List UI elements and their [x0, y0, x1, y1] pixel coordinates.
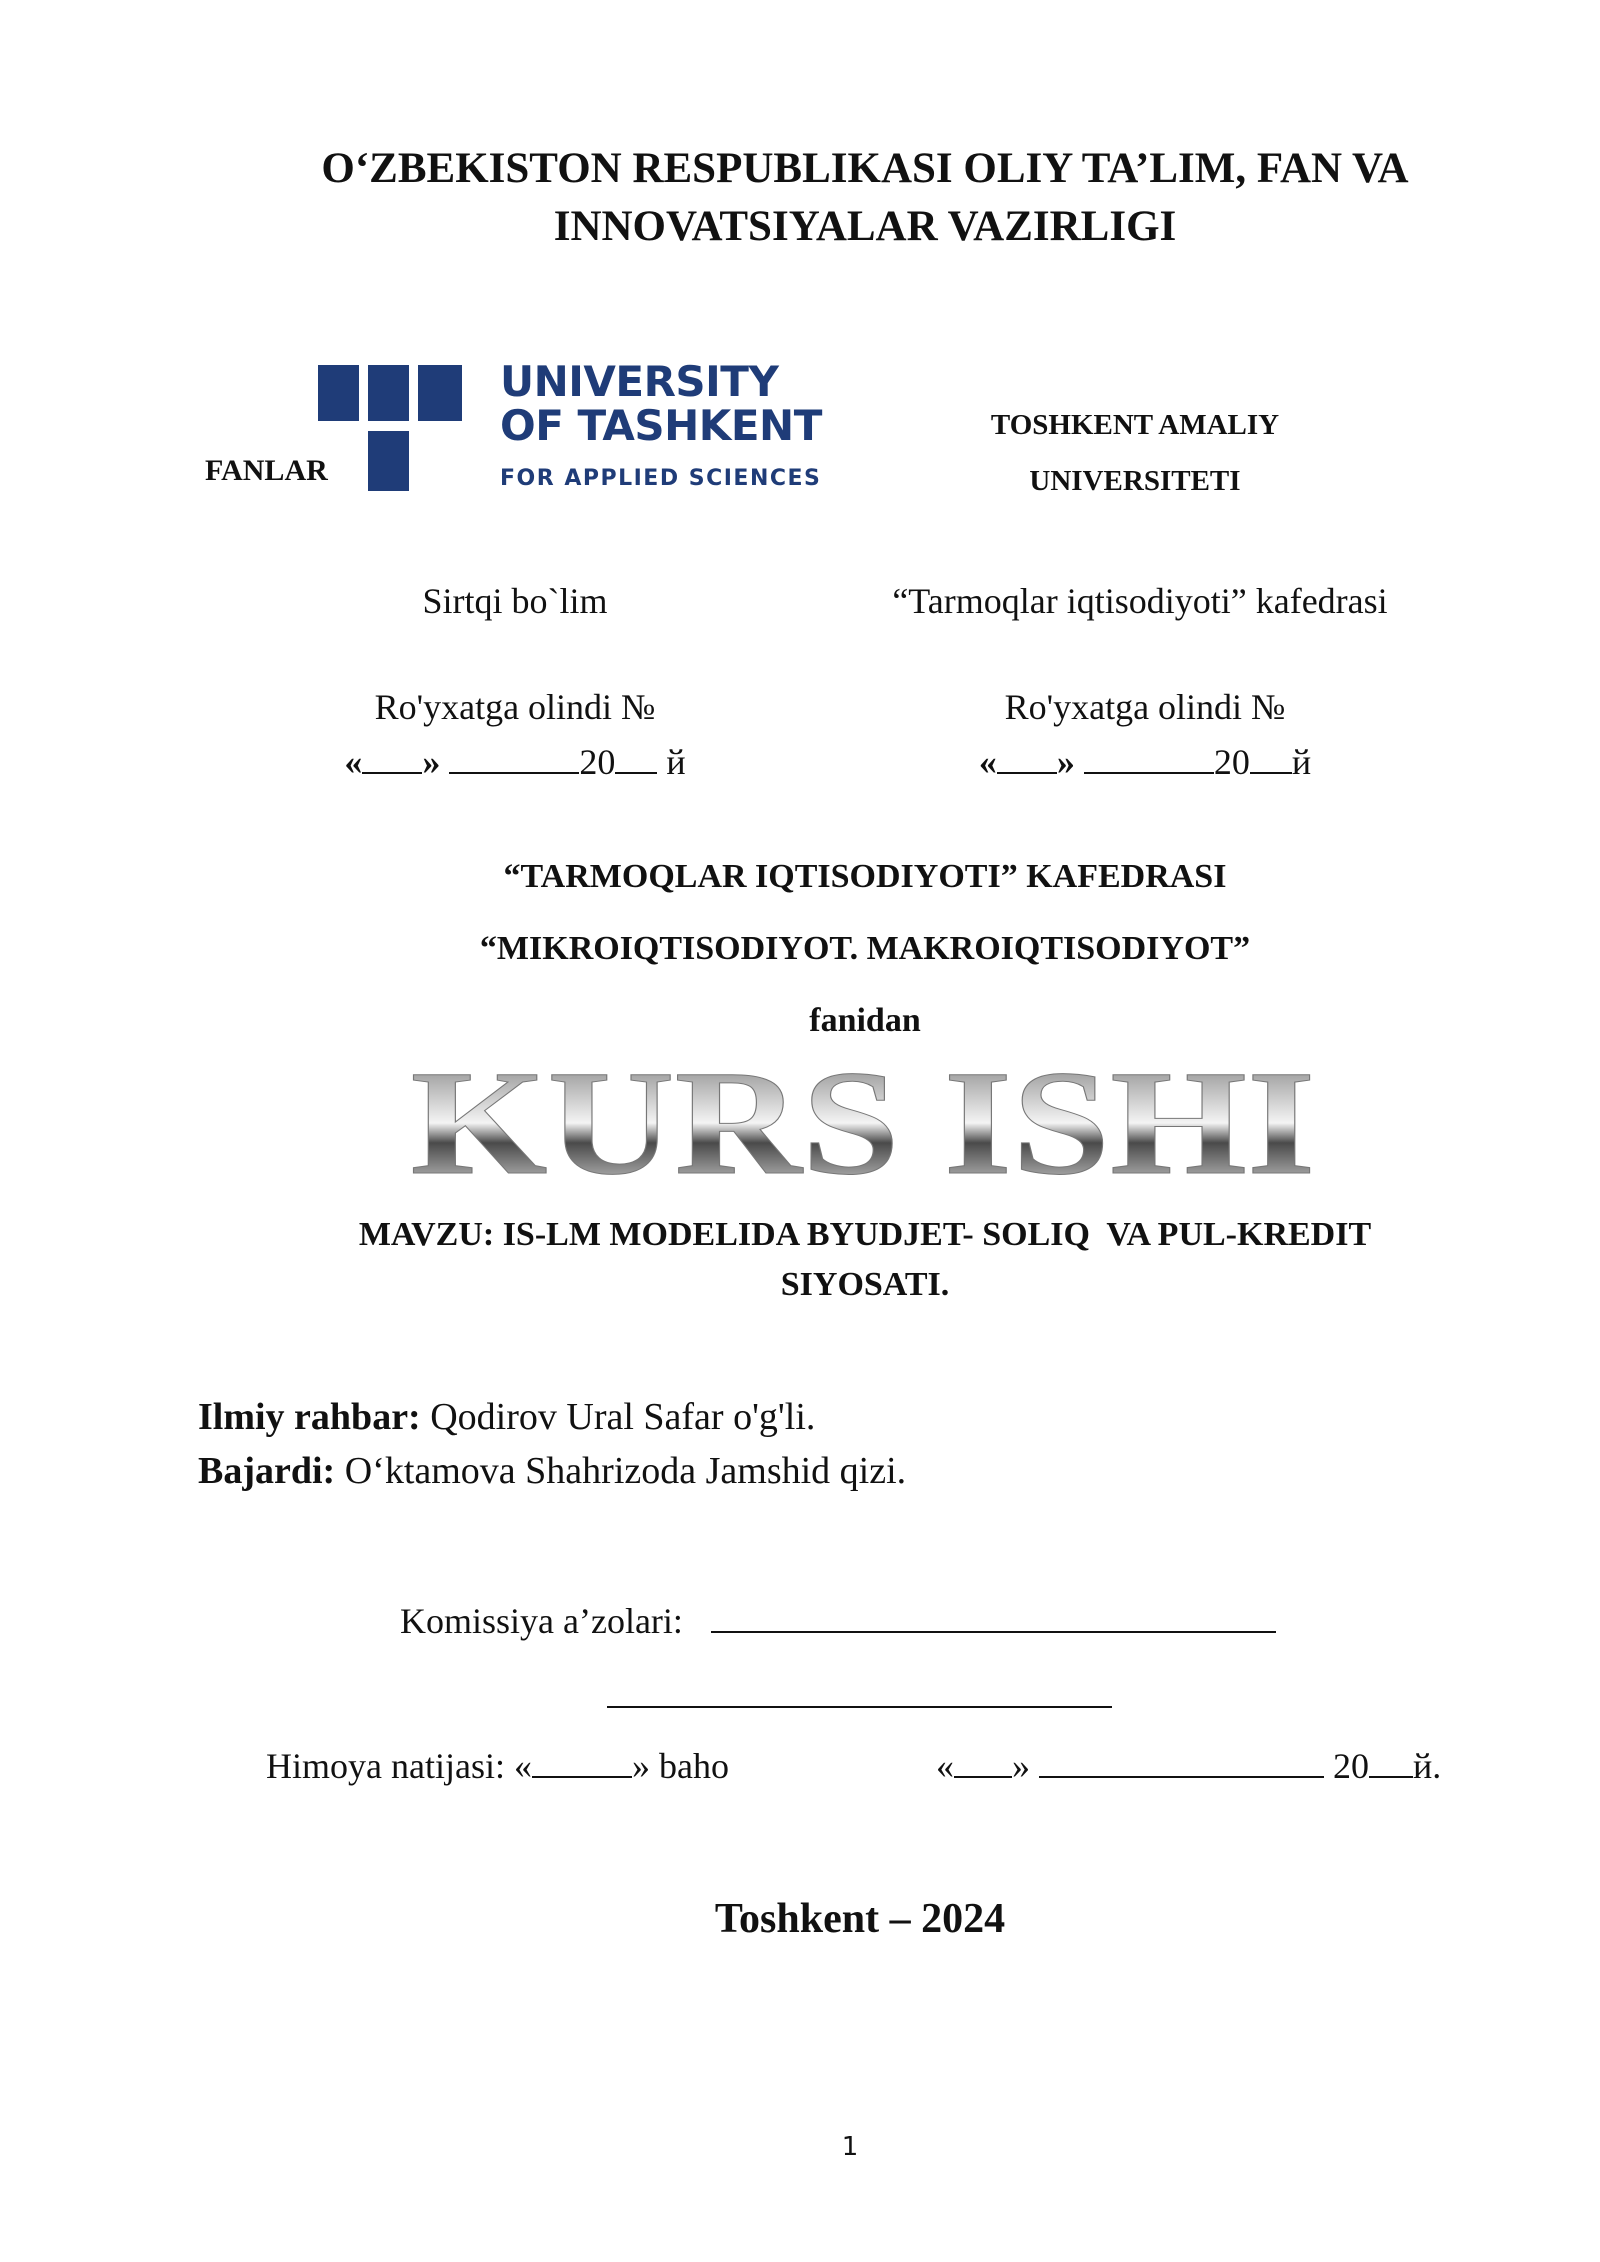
month-blank [1084, 742, 1214, 774]
day-blank [362, 742, 422, 774]
registration-date: « » 20 й [978, 742, 1312, 782]
author-label: Bajardi: [198, 1450, 336, 1492]
grade-blank [532, 1746, 632, 1778]
commission-signature-line-2 [607, 1706, 1112, 1708]
ministry-line-2: INNOVATSIYALAR VAZIRLIGI [553, 203, 1177, 250]
people-block [198, 1390, 906, 1498]
university-logo-mark [318, 365, 463, 500]
defense-year-blank [1369, 1746, 1413, 1778]
registration-right [920, 680, 1370, 790]
defense-day-blank [954, 1746, 1012, 1778]
commission-label: Komissiya a’zolari: [400, 1601, 683, 1641]
university-name [930, 397, 1340, 509]
fanidan-label: fanidan [809, 1002, 921, 1039]
logo-line-3: FOR APPLIED SCIENCES [500, 466, 822, 491]
month-blank [449, 742, 579, 774]
ministry-header [200, 140, 1530, 256]
logo-line-1: UNIVERSITY [500, 357, 779, 406]
year-blank [615, 742, 657, 774]
topic-line-1: MAVZU: IS-LM MODELIDA BYUDJET- SOLIQ VA PUL-KREDIT [358, 1216, 1372, 1253]
registration-left [290, 680, 740, 790]
supervisor-row [198, 1390, 906, 1444]
day-blank [997, 742, 1057, 774]
year-blank [1250, 742, 1292, 774]
defense-month-blank [1039, 1746, 1324, 1778]
kurs-ishi-heading [408, 1055, 1318, 1190]
kafedra-title: “TARMOQLAR IQTISODIYOTI” KAFEDRASI [503, 858, 1227, 895]
author-name: O‘ktamova Shahrizoda Jamshid qizi. [344, 1450, 907, 1492]
city-year: Toshkent – 2024 [714, 1896, 1006, 1942]
ministry-line-1: O‘ZBEKISTON RESPUBLIKASI OLIY TA’LIM, FAN VA [321, 145, 1409, 192]
supervisor-name: Qodirov Ural Safar o'g'li. [430, 1396, 816, 1438]
subject-title: “MIKROIQTISODIYOT. MAKROIQTISODIYOT” [479, 930, 1251, 967]
supervisor-label: Ilmiy rahbar: [198, 1396, 421, 1438]
commission-row [400, 1595, 1276, 1642]
department-right: “Tarmoqlar iqtisodiyoti” kafedrasi [892, 581, 1388, 621]
university-line-1: TOSHKENT AMALIY [990, 409, 1280, 441]
department-left: Sirtqi bo`lim [422, 581, 608, 621]
fanlar-label: FANLAR [205, 454, 328, 487]
registration-label: Ro'yxatga olindi № [1004, 687, 1286, 727]
author-row [198, 1444, 906, 1498]
university-logo-text [500, 357, 822, 491]
topic-line-2: SIYOSATI. [780, 1266, 950, 1303]
registration-label: Ro'yxatga olindi № [374, 687, 656, 727]
page-number: 1 [841, 2132, 859, 2162]
commission-signature-line-1 [711, 1595, 1276, 1633]
university-line-2: UNIVERSITETI [1029, 465, 1241, 497]
kurs-ishi-text: KURS ISHI [410, 1055, 1316, 1185]
logo-line-2: OF TASHKENT [500, 401, 822, 450]
defense-result: Himoya natijasi: « » baho [266, 1746, 729, 1786]
registration-date: « » 20 й [344, 742, 686, 782]
defense-date: « » 20 й. [936, 1746, 1442, 1786]
topic [230, 1210, 1500, 1310]
